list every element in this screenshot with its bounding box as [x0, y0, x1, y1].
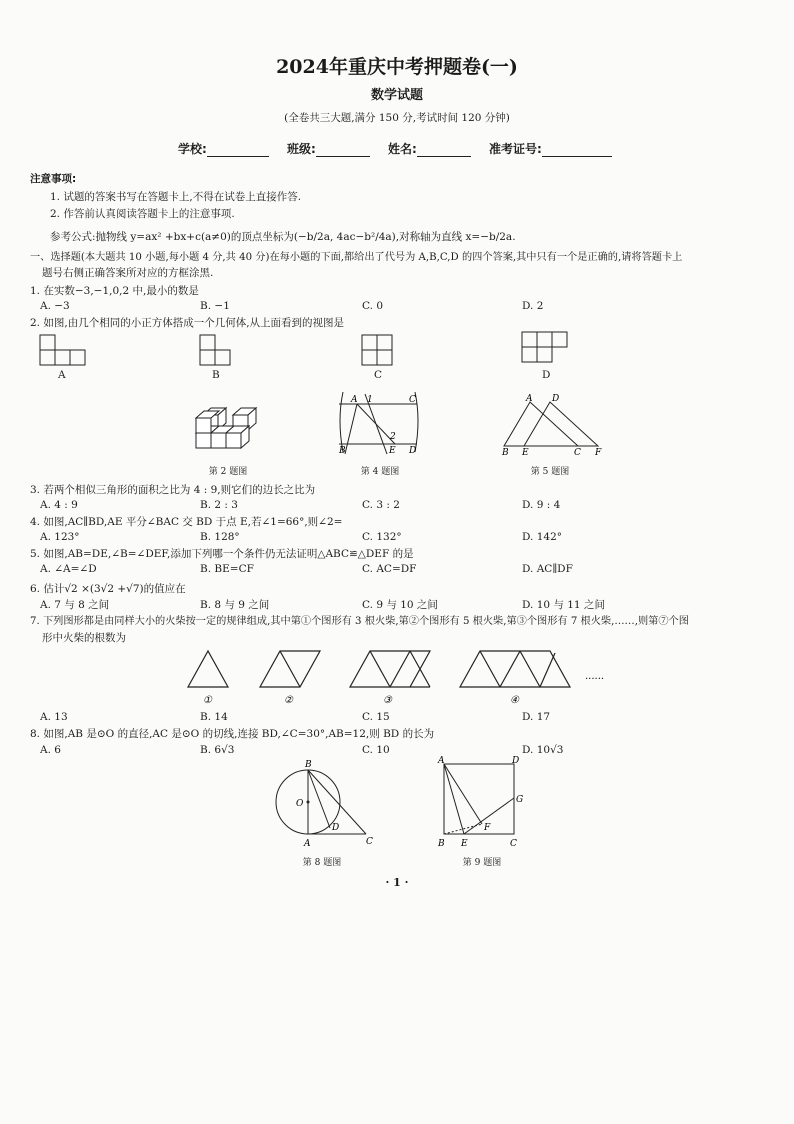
q2-stem: 2. 如图,由几个相同的小正方体搭成一个几何体,从上面看到的视图是: [30, 317, 345, 329]
q2-option-d-figure[interactable]: [522, 332, 572, 368]
q5-option-a[interactable]: A. ∠A=∠D: [40, 563, 97, 575]
q5-point-d: D: [552, 394, 560, 404]
q4-option-c[interactable]: C. 132°: [362, 531, 402, 543]
q2-option-c-figure[interactable]: [362, 335, 402, 369]
notice-heading: 注意事项:: [30, 173, 77, 185]
q1-stem: 1. 在实数−3,−1,0,2 中,最小的数是: [30, 285, 199, 297]
q6-option-c[interactable]: C. 9 与 10 之间: [362, 599, 438, 611]
q8-figure: [270, 758, 380, 850]
q7-label-3: ③: [383, 695, 392, 706]
q4-point-b: B: [339, 446, 346, 456]
q6-option-b[interactable]: B. 8 与 9 之间: [200, 599, 270, 611]
q4-point-a: A: [351, 395, 358, 405]
q9-point-c: C: [510, 839, 517, 849]
q4-point-d: D: [409, 446, 417, 456]
q5-option-b[interactable]: B. BE=CF: [200, 563, 254, 575]
q5-stem: 5. 如图,AB=DE,∠B=∠DEF,添加下列哪一个条件仍无法证明△ABC≌△DEF 的是: [30, 548, 414, 560]
q5-option-d[interactable]: D. AC∥DF: [522, 563, 573, 575]
q5-point-f: F: [595, 448, 602, 458]
q9-point-e: E: [461, 839, 468, 849]
q9-figure: [436, 756, 528, 850]
name-blank[interactable]: [417, 144, 471, 157]
q7-stem-line1: 7. 下列图形都是由同样大小的火柴按一定的规律组成,其中第①个图形有 3 根火柴,第②个图形有 5 根火柴,第③个图形有 7 根火柴,……,则第⑦个图: [30, 616, 689, 627]
page-number: · 1 ·: [385, 876, 409, 889]
q4-option-d[interactable]: D. 142°: [522, 531, 563, 543]
q4-point-e: E: [389, 446, 396, 456]
reference-formula: [50, 230, 516, 244]
formula-suffix: ,对称轴为直线 x=−b/2a.: [395, 231, 516, 243]
q3-option-c[interactable]: C. 3 : 2: [362, 499, 400, 511]
q5-point-b: B: [502, 448, 509, 458]
q3-option-d[interactable]: D. 9 : 4: [522, 499, 561, 511]
q4-stem: 4. 如图,AC∥BD,AE 平分∠BAC 交 BD 于点 E,若∠1=66°,则∠2=: [30, 516, 343, 528]
q8-point-d: D: [332, 823, 340, 833]
q9-caption: 第 9 题图: [462, 858, 502, 868]
q7-label-4: ④: [510, 695, 519, 706]
q2-label-a: A: [58, 369, 66, 381]
q5-option-c[interactable]: C. AC=DF: [362, 563, 417, 575]
q1-option-c[interactable]: C. 0: [362, 300, 384, 312]
q4-point-c: C: [409, 395, 416, 405]
q8-option-b[interactable]: B. 6√3: [200, 744, 235, 756]
q9-point-g: G: [516, 795, 524, 805]
q7-option-c[interactable]: C. 15: [362, 711, 390, 723]
q2-caption: 第 2 题图: [208, 467, 248, 477]
q3-option-a[interactable]: A. 4 : 9: [40, 499, 78, 511]
q8-option-c[interactable]: C. 10: [362, 744, 390, 756]
q8-option-d[interactable]: D. 10√3: [522, 744, 564, 756]
q8-point-o: O: [296, 799, 304, 809]
formula-vertex: (−b/2a, 4ac−b²/4a): [293, 231, 396, 243]
q3-stem: 3. 若两个相似三角形的面积之比为 4 : 9,则它们的边长之比为: [30, 484, 316, 496]
section1-line2: 题号右侧正确答案所对应的方框涂黑.: [42, 267, 214, 279]
q7-option-d[interactable]: D. 17: [522, 711, 551, 723]
q2-option-b-figure[interactable]: [200, 335, 240, 369]
q8-stem: 8. 如图,AB 是⊙O 的直径,AC 是⊙O 的切线,连接 BD,∠C=30°,AB=12,则 BD 的长为: [30, 728, 435, 740]
q8-caption: 第 8 题图: [302, 858, 342, 868]
q9-point-b: B: [438, 839, 445, 849]
notice-item-2: 2. 作答前认真阅读答题卡上的注意事项.: [50, 208, 235, 220]
school-blank[interactable]: [207, 144, 269, 157]
q2-label-c: C: [374, 369, 383, 381]
q7-option-a[interactable]: A. 13: [40, 711, 68, 723]
q1-option-a[interactable]: A. −3: [40, 300, 70, 312]
q8-point-b: B: [305, 760, 312, 770]
q9-point-f: F: [484, 823, 491, 833]
q4-angle-1: 1: [367, 395, 373, 405]
q8-point-c: C: [366, 837, 373, 847]
section1-line1: 一、选择题(本大题共 10 小题,每小题 4 分,共 40 分)在每小题的下面,都给出了代号为 A,B,C,D 的四个答案,其中只有一个是正确的,请将答题卡上: [30, 252, 683, 263]
exam-id-blank[interactable]: [542, 144, 612, 157]
q7-label-1: ①: [203, 695, 212, 706]
class-label: 班级:: [287, 142, 316, 156]
q9-point-d: D: [512, 756, 520, 766]
class-blank[interactable]: [316, 144, 370, 157]
name-label: 姓名:: [388, 142, 417, 156]
q4-angle-2: 2: [390, 432, 396, 442]
q4-option-b[interactable]: B. 128°: [200, 531, 240, 543]
q6-option-d[interactable]: D. 10 与 11 之间: [522, 599, 605, 611]
q4-caption: 第 4 题图: [360, 467, 400, 477]
q7-option-b[interactable]: B. 14: [200, 711, 228, 723]
q5-point-a: A: [526, 394, 533, 404]
q6-option-a[interactable]: A. 7 与 8 之间: [40, 599, 110, 611]
info-fields: [178, 140, 626, 157]
q3-option-b[interactable]: B. 2 : 3: [200, 499, 238, 511]
notice-item-1: 1. 试题的答案书写在答题卡上,不得在试卷上直接作答.: [50, 191, 302, 203]
q2-label-b: B: [212, 369, 220, 381]
q2-option-a-figure[interactable]: [40, 335, 90, 369]
q8-option-a[interactable]: A. 6: [40, 744, 61, 756]
q1-option-d[interactable]: D. 2: [522, 300, 544, 312]
exam-subject: 数学试题: [370, 88, 423, 103]
q4-figure: [335, 390, 425, 458]
exam-id-label: 准考证号:: [489, 142, 542, 156]
school-label: 学校:: [178, 142, 207, 156]
q8-point-a: A: [304, 839, 311, 849]
q6-stem: 6. 估计√2 ×(3√2 +√7)的值应在: [30, 583, 186, 595]
q5-figure: [500, 392, 610, 458]
q7-label-2: ②: [284, 695, 293, 706]
exam-title: 2024年重庆中考押题卷(一): [276, 56, 518, 78]
q7-stem-line2: 形中火柴的根数为: [42, 632, 126, 644]
q2-label-d: D: [542, 369, 551, 381]
q5-point-c: C: [574, 448, 581, 458]
q2-cubes-figure: [193, 405, 273, 460]
q7-figures: [180, 645, 620, 707]
q4-option-a[interactable]: A. 123°: [40, 531, 80, 543]
exam-note: (全卷共三大题,满分 150 分,考试时间 120 分钟): [284, 112, 510, 124]
q9-point-a: A: [438, 756, 445, 766]
q5-caption: 第 5 题图: [530, 467, 570, 477]
q1-option-b[interactable]: B. −1: [200, 300, 230, 312]
q7-ellipsis: ......: [585, 671, 605, 682]
formula-prefix: 参考公式:抛物线 y=ax² +bx+c(a≠0)的顶点坐标为: [50, 231, 294, 243]
q5-point-e: E: [522, 448, 529, 458]
